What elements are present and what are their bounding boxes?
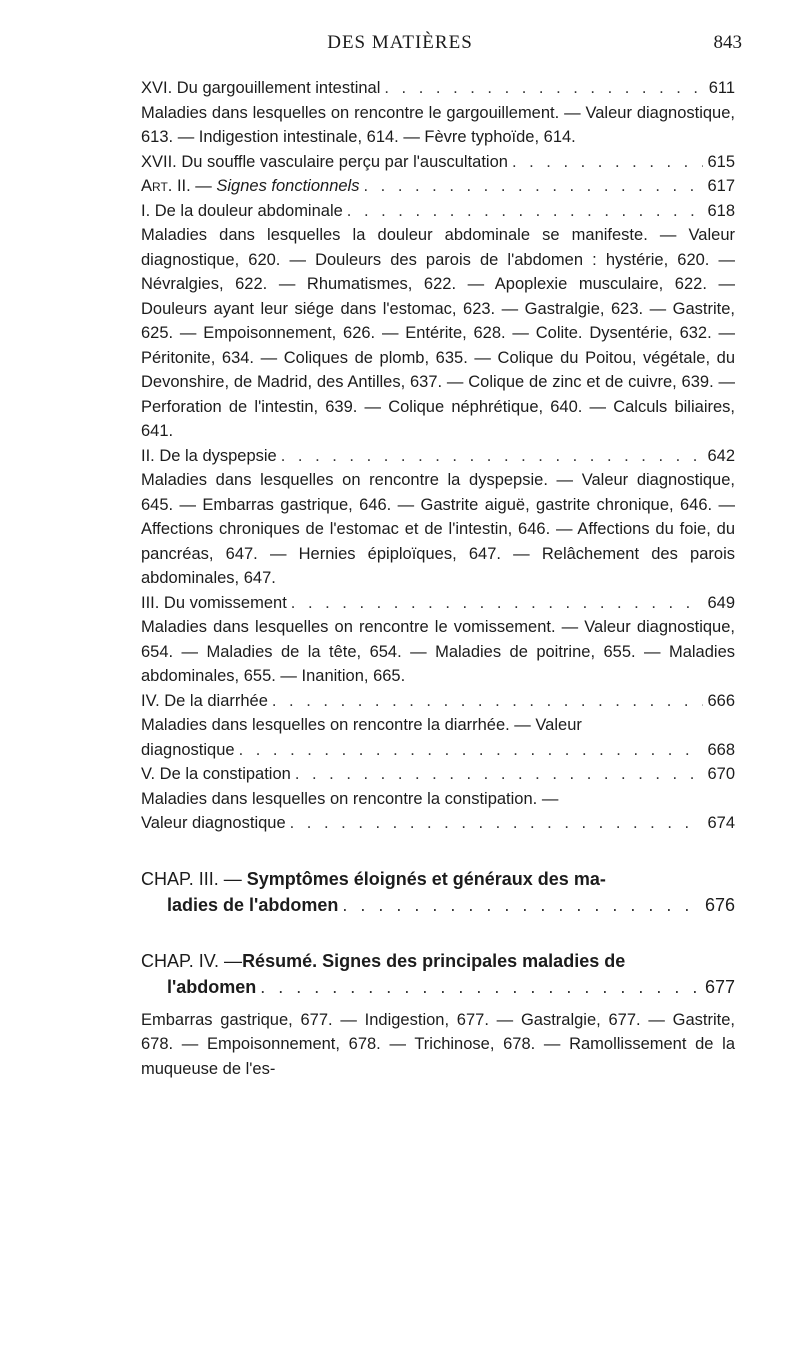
toc-subline xyxy=(141,811,735,836)
chapter-page: 676 xyxy=(704,894,735,915)
toc-page: 674 xyxy=(707,814,735,832)
toc-description-tail: diagnostique xyxy=(141,740,235,759)
toc-page: 618 xyxy=(707,201,735,220)
toc-heading-line xyxy=(141,150,735,175)
toc-heading: V. De la constipation xyxy=(141,765,291,783)
running-title: DES MATIÈRES xyxy=(327,32,473,53)
toc-heading: III. Du vomissement xyxy=(141,593,287,612)
toc-heading-line xyxy=(141,174,735,199)
toc-heading: XVII. Du souffle vasculaire perçu par l'auscultation xyxy=(141,152,508,171)
article-title: Signes fonctionnels xyxy=(216,177,360,195)
chapter-title-line xyxy=(141,948,735,974)
chapter-title-cont: ladies de l'abdomen xyxy=(167,894,339,915)
chapter-title-line xyxy=(141,892,735,918)
toc-description: Maladies dans lesquelles on rencontre la constipation. — xyxy=(141,789,559,808)
toc-page: 611 xyxy=(708,79,735,97)
dot-leader xyxy=(295,762,704,787)
chapter-title: Résumé. Signes des principales maladies de xyxy=(242,950,626,971)
chapter-title: Symptômes éloignés et généraux des ma- xyxy=(246,868,606,889)
toc-heading-line xyxy=(141,591,735,616)
dot-leader xyxy=(342,892,701,918)
dot-leader xyxy=(260,974,701,1000)
toc-description-tail: Valeur diagnostique xyxy=(141,814,286,832)
toc-entry xyxy=(141,76,735,150)
running-head xyxy=(0,32,800,56)
toc-page: 615 xyxy=(707,152,735,171)
toc-description: Maladies dans lesquelles la douleur abdominale se manifeste. — Valeur diagnostique, 620. — Douleurs des parois de l'abdomen : hystérie, 620. — Névralgies, 622. — Rhumatismes, 622. — Apoplexie musculaire, 622. — Douleurs ayant leur siége dans l'estomac, 623. — Gastralgie, 623. — Gastrite, 625. — Empoisonnement, 626. — Entérite, 628. — Colite. Dysentérie, 632. — Péritonite, 634. — Coliques de plomb, 635. — Colique du Poitou, végétale, du Devonshire, de Madrid, des Antilles, 637. — Colique de zinc et de cuivre, 639. — Perforation de l'intestin, 639. — Colique néphrétique, 640. — Calculs biliaires, 641. xyxy=(141,226,735,440)
toc-page: 642 xyxy=(707,446,735,465)
dot-leader xyxy=(281,444,704,469)
toc-description: Maladies dans lesquelles on rencontre la dyspepsie. — Valeur diagnostique, 645. — Embarras gastrique, 646. — Gastrite aiguë, gastrite chronique, 646. — Affections chroniques de l'estomac et de l'intestin, 646. — Affections du foie, du pancréas, 647. — Hernies épiploïques, 647. — Relâchement des parois abdominales, 647. xyxy=(141,471,735,587)
chapter-title-line xyxy=(141,866,735,892)
chapter-entry xyxy=(141,866,735,918)
toc-description: Maladies dans lesquelles on rencontre le gargouillement. — Valeur diagnostique, 613. — Indigestion intestinale, 614. — Fèvre typhoïde, 614. xyxy=(141,103,735,146)
toc-heading: I. De la douleur abdominale xyxy=(141,201,343,220)
toc-description: Maladies dans lesquelles on rencontre la diarrhée. — Valeur xyxy=(141,716,582,734)
toc-heading-line xyxy=(141,444,735,469)
toc-entry xyxy=(141,444,735,591)
toc-page: 666 xyxy=(707,691,735,710)
toc-page: 670 xyxy=(707,765,735,783)
toc-page: 649 xyxy=(707,593,735,612)
chapter-entry xyxy=(141,948,735,1000)
dot-leader xyxy=(384,76,704,101)
toc-description: Maladies dans lesquelles on rencontre le vomissement. — Valeur diagnostique, 654. — Maladies de la tête, 654. — Maladies de poitrine, 655. — Maladies abdominales, 655. — Inanition, 665. xyxy=(141,618,735,685)
dot-leader xyxy=(291,591,704,616)
chapter-title-cont: l'abdomen xyxy=(167,976,257,997)
article-label: Art. II. — xyxy=(141,177,217,195)
chapter-title-line xyxy=(141,974,735,1000)
toc-entry xyxy=(141,150,735,175)
toc-page: 617 xyxy=(707,177,735,195)
chapter-page: 677 xyxy=(704,976,735,997)
toc-page: 668 xyxy=(707,740,735,759)
dot-leader xyxy=(512,150,704,175)
toc-heading: XVI. Du gargouillement intestinal xyxy=(141,79,381,97)
table-of-contents xyxy=(141,76,735,1081)
toc-heading: IV. De la diarrhée xyxy=(141,691,268,710)
toc-entry xyxy=(141,762,735,836)
toc-heading-line xyxy=(141,76,735,101)
dot-leader xyxy=(290,811,704,836)
page-number: 843 xyxy=(713,32,742,53)
toc-heading xyxy=(141,174,359,199)
toc-entry xyxy=(141,174,735,199)
dot-leader xyxy=(272,689,704,714)
dot-leader xyxy=(363,174,703,199)
toc-heading: II. De la dyspepsie xyxy=(141,446,277,465)
dot-leader xyxy=(239,738,704,763)
toc-entry xyxy=(141,591,735,689)
toc-entry xyxy=(141,199,735,444)
chapter-prefix: CHAP. III. — xyxy=(141,868,247,889)
toc-heading-line xyxy=(141,199,735,224)
dot-leader xyxy=(347,199,704,224)
toc-entry xyxy=(141,689,735,763)
chapter-summary: Embarras gastrique, 677. — Indigestion, 677. — Gastralgie, 677. — Gastrite, 678. — Empoisonnement, 678. — Trichinose, 678. — Ramollissement de la muqueuse de l'es- xyxy=(141,1010,735,1078)
toc-heading-line xyxy=(141,689,735,714)
chapter-prefix: CHAP. IV. — xyxy=(141,950,243,971)
toc-heading-line xyxy=(141,762,735,787)
toc-subline xyxy=(141,738,735,763)
